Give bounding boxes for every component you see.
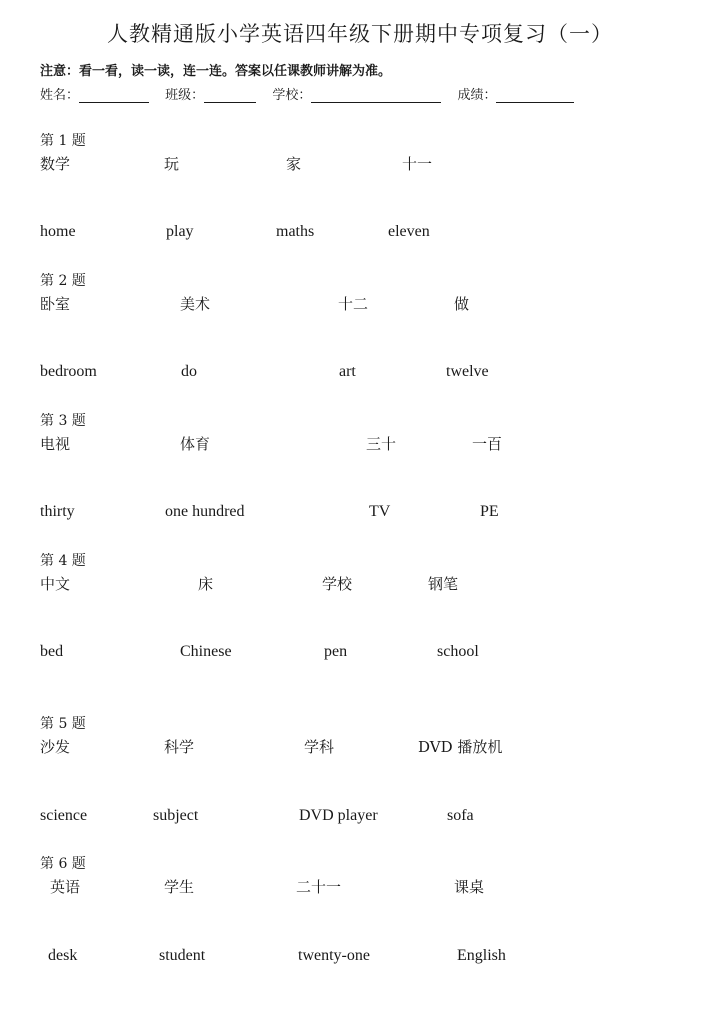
q4-en-word[interactable]: school [437, 643, 479, 660]
q5-en-word[interactable]: science [40, 807, 88, 824]
score-blank[interactable] [496, 88, 574, 103]
q4-en-word[interactable]: pen [324, 643, 348, 660]
q6-en-word[interactable]: desk [48, 947, 78, 964]
q6-cn-word[interactable]: 学生 [164, 878, 195, 896]
q2-cn-word[interactable]: 做 [454, 295, 470, 313]
q6-en-word[interactable]: twenty-one [298, 947, 370, 964]
question-6-label: 第 6 题 [40, 856, 86, 872]
q3-cn-word[interactable]: 体育 [180, 435, 211, 453]
q2-cn-word[interactable]: 十二 [338, 295, 369, 313]
name-blank[interactable] [79, 88, 149, 103]
q3-en-word[interactable]: TV [369, 503, 391, 520]
q5-en-word[interactable]: sofa [447, 807, 474, 824]
q5-en-word[interactable]: subject [153, 807, 199, 824]
q1-cn-word[interactable]: 家 [286, 155, 302, 173]
q5-en-word[interactable]: DVD player [299, 807, 378, 824]
q1-cn-word[interactable]: 数学 [40, 155, 71, 173]
q4-en-word[interactable]: bed [40, 643, 64, 660]
q5-cn-word[interactable]: DVD 播放机 [418, 738, 503, 756]
q2-en-word[interactable]: art [339, 363, 356, 380]
q3-cn-word[interactable]: 电视 [40, 435, 71, 453]
score-label: 成绩： [457, 88, 497, 103]
q1-en-word[interactable]: home [40, 223, 76, 240]
q3-cn-word[interactable]: 三十 [366, 435, 397, 453]
q2-cn-word[interactable]: 卧室 [40, 295, 71, 313]
q3-en-word[interactable]: PE [480, 503, 499, 520]
q3-cn-word[interactable]: 一百 [472, 435, 503, 453]
q4-cn-word[interactable]: 钢笔 [428, 575, 459, 593]
q1-en-word[interactable]: play [166, 223, 194, 240]
q5-cn-word[interactable]: 学科 [304, 738, 335, 756]
q2-en-word[interactable]: do [181, 363, 197, 380]
q1-cn-word[interactable]: 十一 [402, 155, 433, 173]
q1-en-word[interactable]: maths [276, 223, 315, 240]
class-label: 班级： [165, 88, 205, 103]
question-3-label: 第 3 题 [40, 413, 86, 429]
q4-cn-word[interactable]: 床 [198, 575, 214, 593]
q1-en-word[interactable]: eleven [388, 223, 430, 240]
school-blank[interactable] [311, 88, 441, 103]
q3-en-word[interactable]: one hundred [165, 503, 245, 520]
notice-text: 注意：看一看，读一读，连一连。答案以任课教师讲解为准。 [40, 64, 392, 79]
q5-cn-word[interactable]: 科学 [164, 738, 195, 756]
page-title: 人教精通版小学英语四年级下册期中专项复习（一） [107, 22, 613, 46]
q4-en-word[interactable]: Chinese [180, 643, 232, 660]
student-info-row [40, 84, 586, 103]
q5-cn-word[interactable]: 沙发 [40, 738, 71, 756]
q6-en-word[interactable]: student [159, 947, 206, 964]
question-5-label: 第 5 题 [40, 716, 86, 732]
name-label: 姓名： [40, 88, 80, 103]
question-1-label: 第 1 题 [40, 133, 86, 149]
q4-cn-word[interactable]: 中文 [40, 575, 71, 593]
q3-en-word[interactable]: thirty [40, 503, 75, 520]
q2-cn-word[interactable]: 美术 [180, 295, 211, 313]
q4-cn-word[interactable]: 学校 [322, 575, 353, 593]
class-blank[interactable] [204, 88, 256, 103]
q6-cn-word[interactable]: 二十一 [296, 878, 342, 896]
q1-cn-word[interactable]: 玩 [164, 155, 180, 173]
q6-cn-word[interactable]: 英语 [50, 878, 81, 896]
q2-en-word[interactable]: twelve [446, 363, 489, 380]
q6-en-word[interactable]: English [457, 947, 506, 964]
q2-en-word[interactable]: bedroom [40, 363, 97, 380]
question-2-label: 第 2 题 [40, 273, 86, 289]
school-label: 学校： [272, 88, 312, 103]
q6-cn-word[interactable]: 课桌 [454, 878, 485, 896]
question-4-label: 第 4 题 [40, 553, 86, 569]
